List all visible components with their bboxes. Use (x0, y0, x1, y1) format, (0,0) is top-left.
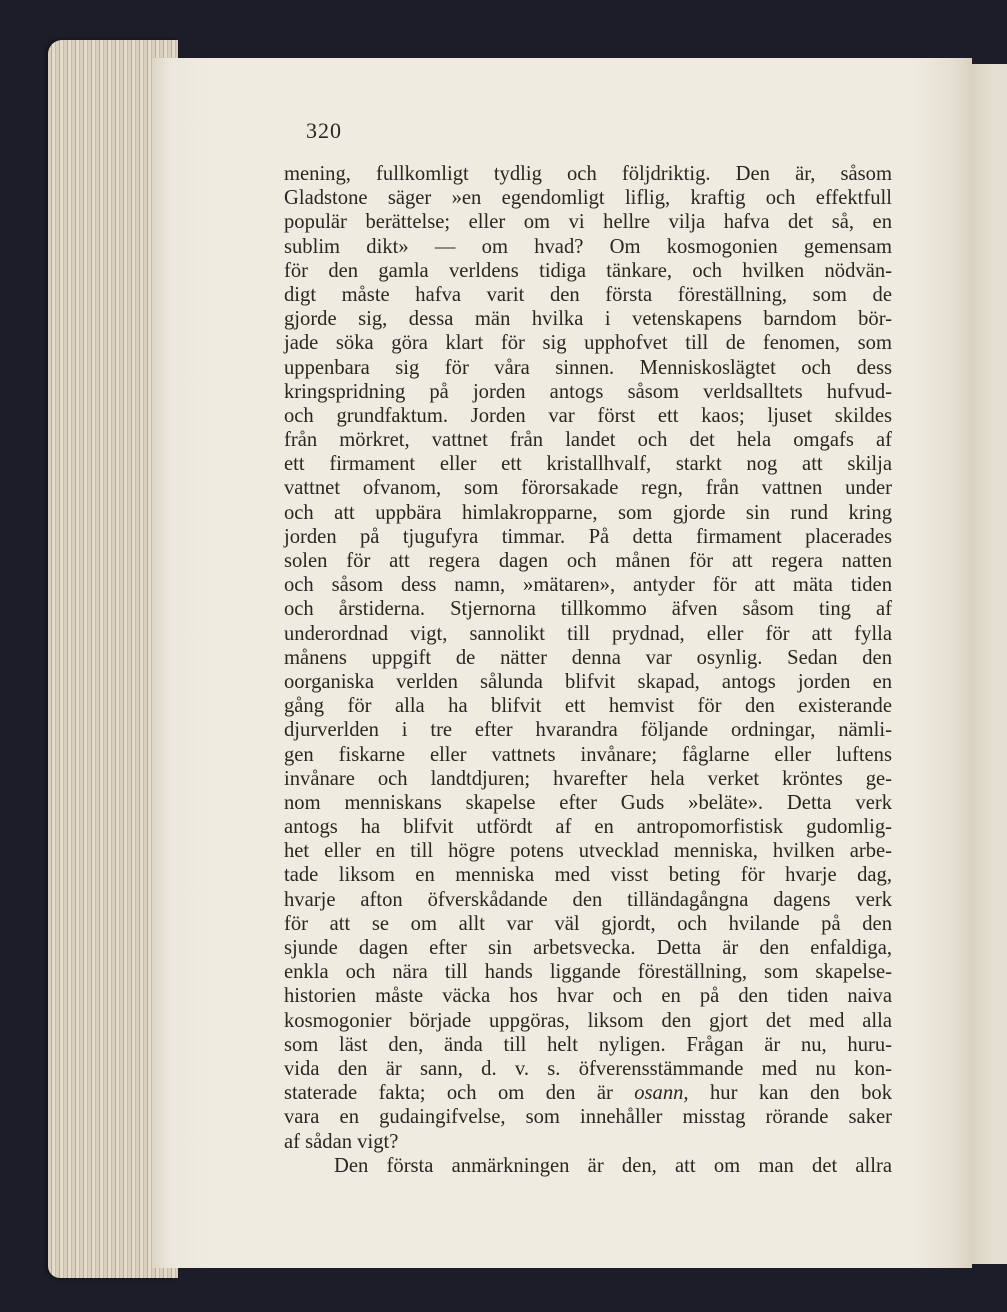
text-line: jorden på tjugufyra timmar. På detta firmament placerades (284, 525, 892, 548)
text-line: vattnet ofvanom, som förorsakade regn, från vattnen under (284, 477, 892, 500)
text-line: gen fiskarne eller vattnets invånare; fåglarne eller luftens (284, 743, 892, 766)
text-line: och grundfaktum. Jorden var först ett kaos; ljuset skildes (284, 404, 892, 427)
text-line: ett firmament eller ett kristallhvalf, starkt nog att skilja (284, 453, 892, 476)
text-line: vara en gudaingifvelse, som innehåller misstag rörande saker (284, 1106, 892, 1129)
text-line: digt måste hafva varit den första föreställning, som de (284, 283, 892, 306)
text-line: gjorde sig, dessa män hvilka i vetenskapens barndom bör- (284, 308, 892, 331)
text-line: af sådan vigt? (284, 1130, 399, 1153)
text-line: het eller en till högre potens utvecklad menniska, hvilken arbe- (284, 840, 892, 863)
text-line: historien måste väcka hos hvar och en på den tiden naiva (284, 985, 892, 1008)
text-line: antogs ha blifvit utfördt af en antropomorfistisk gudomlig- (284, 816, 892, 839)
text-line: sublim dikt» — om hvad? Om kosmogonien gemensam (284, 235, 892, 258)
text-line: vida den är sann, d. v. s. öfverensstämmande med nu kon- (284, 1057, 892, 1080)
text-line: oorganiska verlden sålunda blifvit skapad, antogs jorden en (284, 670, 892, 693)
text-segment: hur kan den bok (710, 1082, 893, 1105)
text-line: som läst den, ända till helt nyligen. Frågan är nu, huru- (284, 1033, 892, 1056)
text-line: och att uppbära himlakropparne, som gjorde sin rund kring (284, 501, 892, 524)
text-line: tade liksom en menniska med visst beting för hvarje dag, (284, 864, 892, 887)
text-line: Gladstone säger »en egendomligt liflig, kraftig och effektfull (284, 187, 892, 210)
text-line: uppenbara sig för våra sinnen. Menniskoslägtet och dess (284, 356, 892, 379)
text-line: populär berättelse; eller om vi hellre vilja hafva det så, en (284, 211, 892, 234)
text-line: gång för alla ha blifvit ett hemvist för den existerande (284, 695, 892, 718)
text-line: och såsom dess namn, »mätaren», antyder för att mäta tiden (284, 574, 892, 597)
page-number: 320 (306, 118, 342, 143)
paragraph-start-line: Den första anmärkningen är den, att om man det allra (334, 1154, 892, 1177)
text-line: månens uppgift de nätter denna var osynlig. Sedan den (284, 646, 892, 669)
text-line: sjunde dagen efter sin arbetsvecka. Detta är den enfaldiga, (284, 937, 892, 959)
text-line: jade söka göra klart för sig upphofvet till de fenomen, som (284, 332, 892, 355)
text-segment: staterade fakta; och om den är (284, 1082, 613, 1105)
text-line: invånare och landtdjuren; hvarefter hela verket kröntes ge- (284, 767, 892, 790)
text-line: kosmogonier började uppgöras, liksom den gjort det med alla (284, 1009, 892, 1032)
text-line: nom menniskans skapelse efter Guds »beläte». Detta verk (284, 791, 892, 814)
emphasized-word: osann, (634, 1082, 689, 1105)
text-line: från mörkret, vattnet från landet och det hela omgafs af (284, 429, 892, 452)
text-line-with-emphasis (284, 1081, 892, 1105)
text-line: och årstiderna. Stjernorna tillkommo äfven såsom ting af (284, 598, 892, 621)
text-line: kringspridning på jorden antogs såsom verldsalltets hufvud- (284, 380, 892, 403)
text-line: enkla och nära till hands liggande föreställning, som skapelse- (284, 961, 892, 984)
text-line: för den gamla verldens tidiga tänkare, och hvilken nödvän- (284, 259, 892, 282)
text-line: djurverlden i tre efter hvarandra följande ordningar, nämli- (284, 719, 892, 742)
text-line: solen för att regera dagen och månen för att regera natten (284, 550, 892, 572)
text-line: underordnad vigt, sannolikt till prydnad, eller för att fylla (284, 622, 892, 645)
text-line: hvarje afton öfverskådande den tilländagångna dagens verk (284, 888, 892, 911)
text-line: mening, fullkomligt tydlig och följdriktig. Den är, såsom (284, 163, 892, 185)
body-text (284, 162, 892, 1178)
text-line: för att se om allt var väl gjordt, och hvilande på den (284, 912, 892, 935)
